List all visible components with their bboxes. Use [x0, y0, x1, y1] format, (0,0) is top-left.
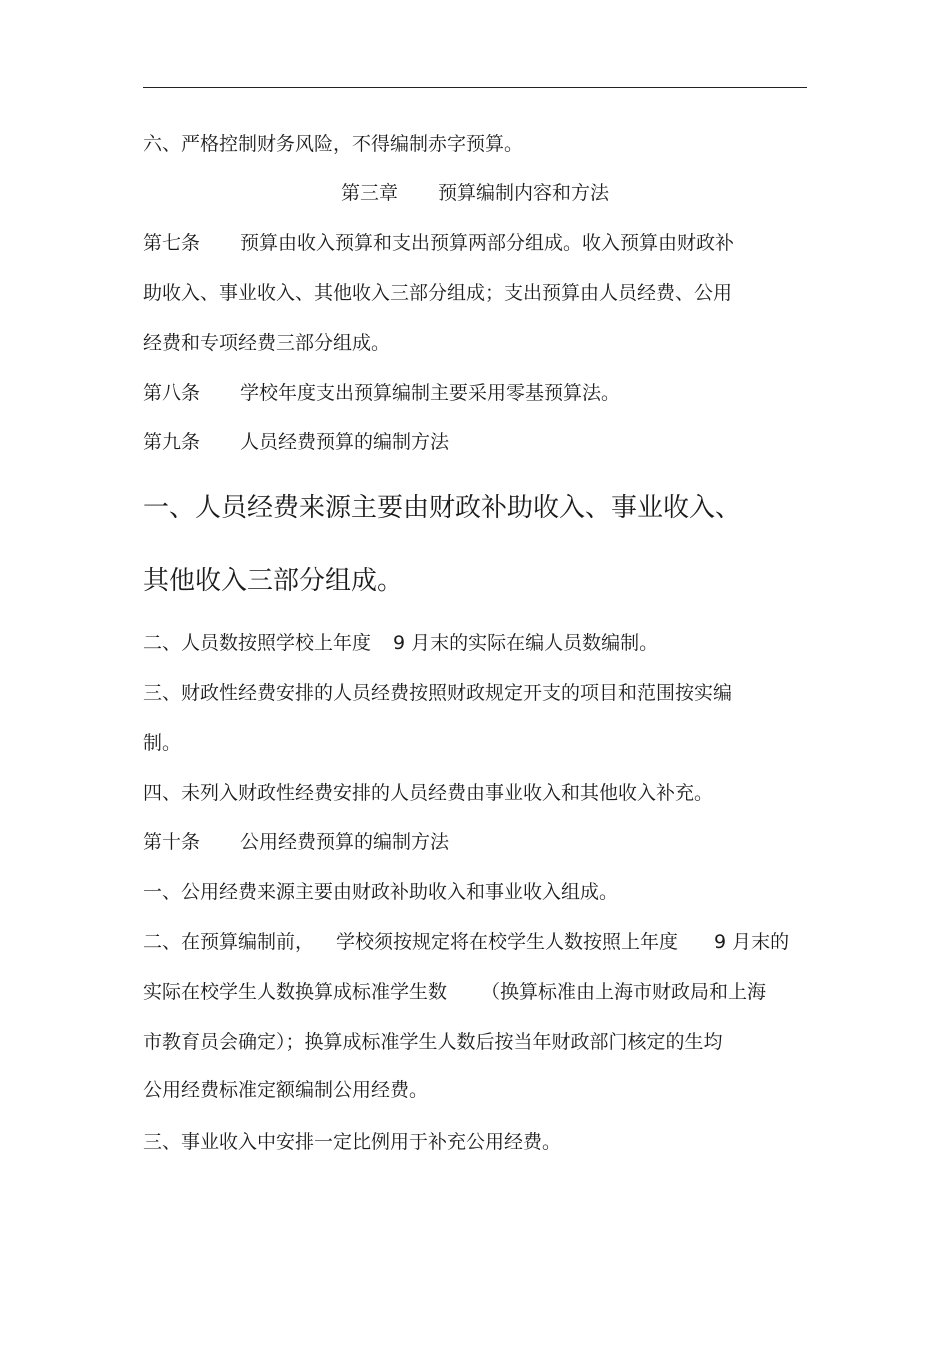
article-7-line-1: 第七条 预算由收入预算和支出预算两部分组成。收入预算由财政补: [143, 232, 735, 254]
article-9: 第九条 人员经费预算的编制方法: [143, 431, 450, 453]
item-2: 二、人员数按照学校上年度 9 月末的实际在编人员数编制。: [143, 632, 659, 654]
article-10-item-2-line-2: 实际在校学生人数换算成标准学生数 （换算标准由上海市财政局和上海: [143, 981, 767, 1003]
article-8: 第八条 学校年度支出预算编制主要采用零基预算法。: [143, 382, 621, 404]
header-rule: [143, 87, 807, 88]
article-10-item-2-line-3: 市教育员会确定）；换算成标准学生人数后按当年财政部门核定的生均: [143, 1031, 723, 1053]
article-7-line-2: 助收入、事业收入、其他收入三部分组成；支出预算由人员经费、公用: [143, 282, 733, 304]
article-10-item-1: 一、公用经费来源主要由财政补助收入和事业收入组成。: [143, 881, 619, 903]
article-10-item-3: 三、事业收入中安排一定比例用于补充公用经费。: [143, 1131, 562, 1153]
article-10: 第十条 公用经费预算的编制方法: [143, 831, 450, 853]
large-item-line-2: 其他收入三部分组成。: [143, 566, 404, 596]
paragraph-line-1: 六、严格控制财务风险，不得编制赤字预算。: [143, 133, 524, 155]
article-7-line-3: 经费和专项经费三部分组成。: [143, 332, 391, 354]
large-item-line-1: 一、人员经费来源主要由财政补助收入、事业收入、: [143, 493, 742, 523]
chapter-heading: 第三章 预算编制内容和方法: [340, 182, 610, 204]
item-4: 四、未列入财政性经费安排的人员经费由事业收入和其他收入补充。: [143, 782, 714, 804]
article-10-item-2-line-1: 二、在预算编制前， 学校须按规定将在校学生人数按照上年度 9 月末的: [143, 931, 790, 953]
item-3-line-1: 三、财政性经费安排的人员经费按照财政规定开支的项目和范围按实编: [143, 682, 733, 704]
item-3-line-2: 制。: [143, 732, 182, 754]
article-10-item-2-line-4: 公用经费标准定额编制公用经费。: [143, 1079, 429, 1101]
